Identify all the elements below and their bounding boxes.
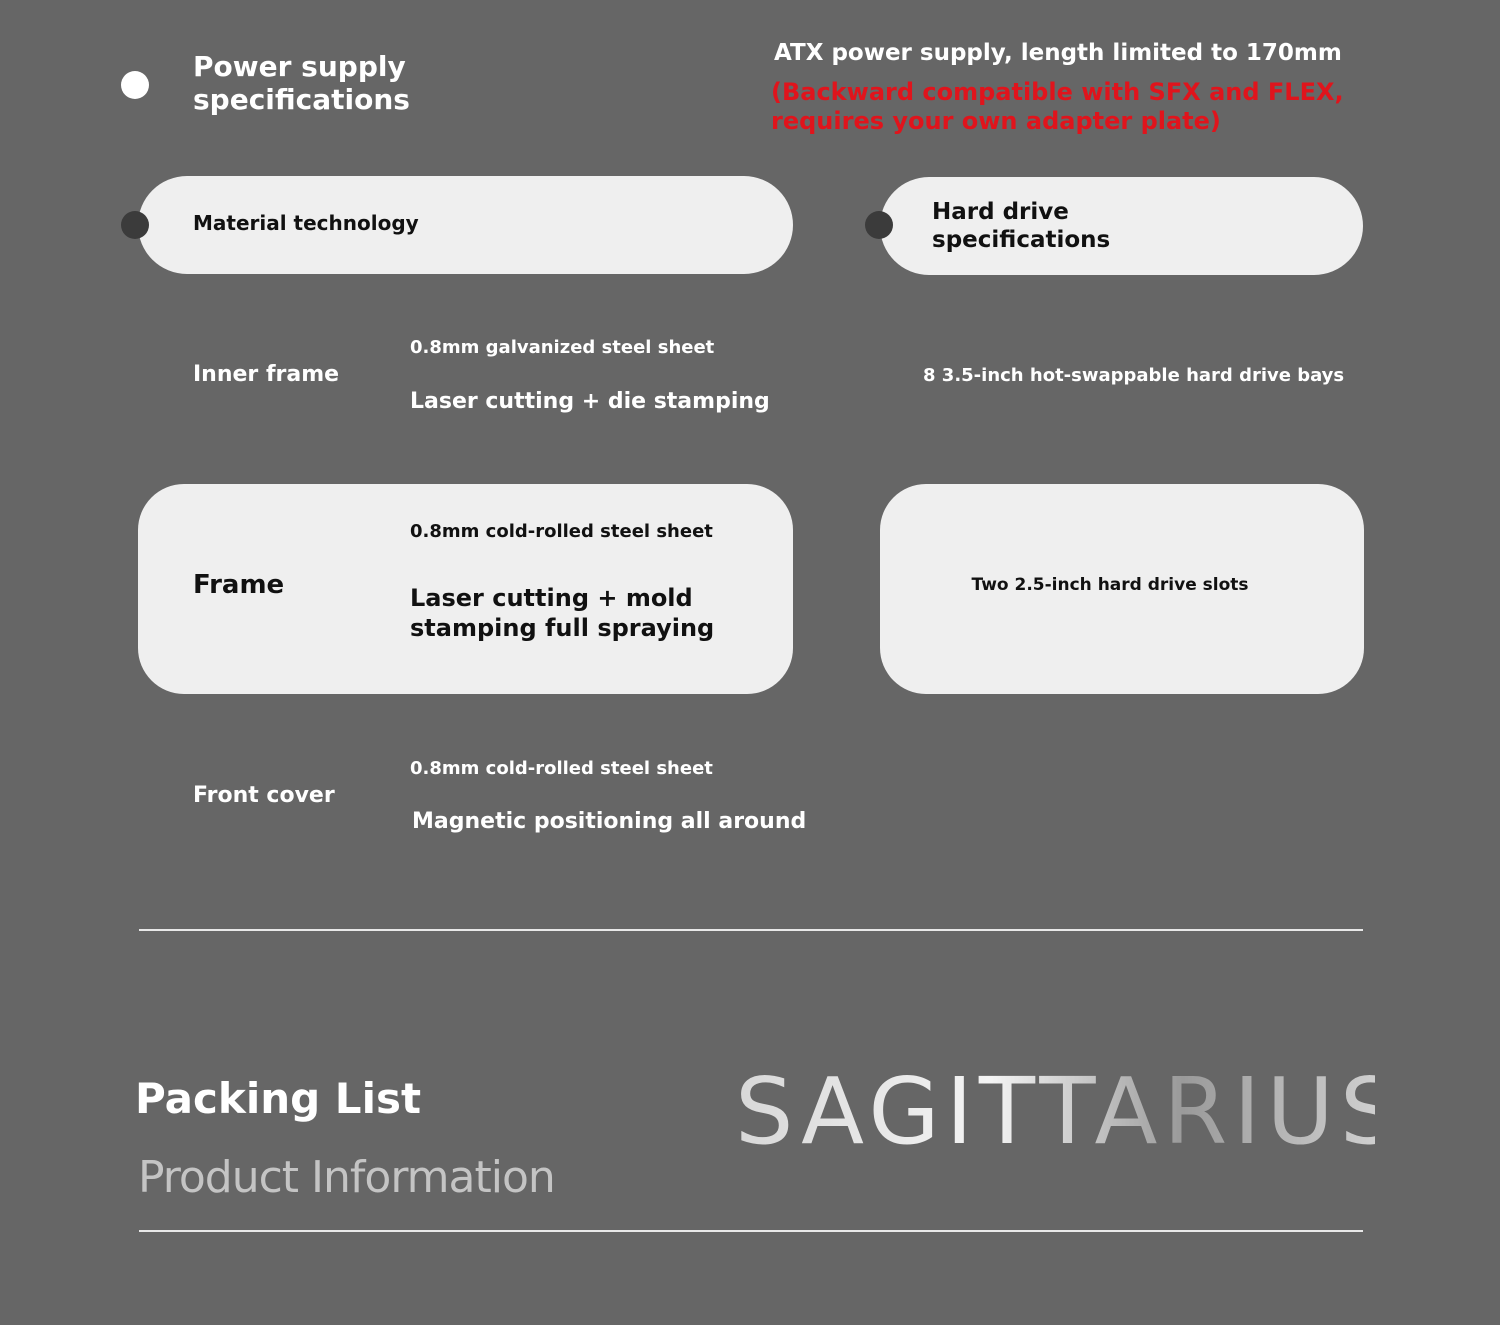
power-supply-note xyxy=(771,78,1411,136)
hdd-slots-text: Two 2.5-inch hard drive slots xyxy=(971,575,1249,595)
power-supply-note-line2: requires your own adapter plate) xyxy=(771,107,1221,135)
divider-line xyxy=(139,1230,1363,1232)
divider-line xyxy=(139,929,1363,931)
bullet-dot-icon xyxy=(865,211,893,239)
product-information-subtitle: Product Information xyxy=(138,1152,555,1203)
frame-process: Laser cutting + mold stamping full spraying xyxy=(410,584,715,642)
frame-spec: 0.8mm cold-rolled steel sheet xyxy=(410,521,713,542)
inner-frame-spec: 0.8mm galvanized steel sheet xyxy=(410,337,715,358)
hard-drive-heading: Hard drive specifications xyxy=(932,199,1111,253)
power-supply-heading: Power supply specifications xyxy=(193,50,410,116)
power-supply-spec: ATX power supply, length limited to 170mm xyxy=(774,40,1342,66)
bullet-dot-icon xyxy=(121,71,149,99)
packing-list-title: Packing List xyxy=(135,1074,422,1123)
material-technology-heading: Material technology xyxy=(193,211,419,235)
power-supply-note-line1: (Backward compatible with SFX and FLEX, xyxy=(771,78,1344,106)
front-cover-spec: 0.8mm cold-rolled steel sheet xyxy=(410,758,713,779)
brand-wordmark: SAGITTARIUS xyxy=(735,1058,1405,1165)
inner-frame-process: Laser cutting + die stamping xyxy=(410,389,770,414)
inner-frame-label: Inner frame xyxy=(193,362,340,387)
frame-label: Frame xyxy=(193,570,285,600)
hdd-bays-text: 8 3.5-inch hot-swappable hard drive bays xyxy=(923,365,1345,386)
bullet-dot-icon xyxy=(121,211,149,239)
front-cover-process: Magnetic positioning all around xyxy=(412,809,807,834)
front-cover-label: Front cover xyxy=(193,783,335,808)
